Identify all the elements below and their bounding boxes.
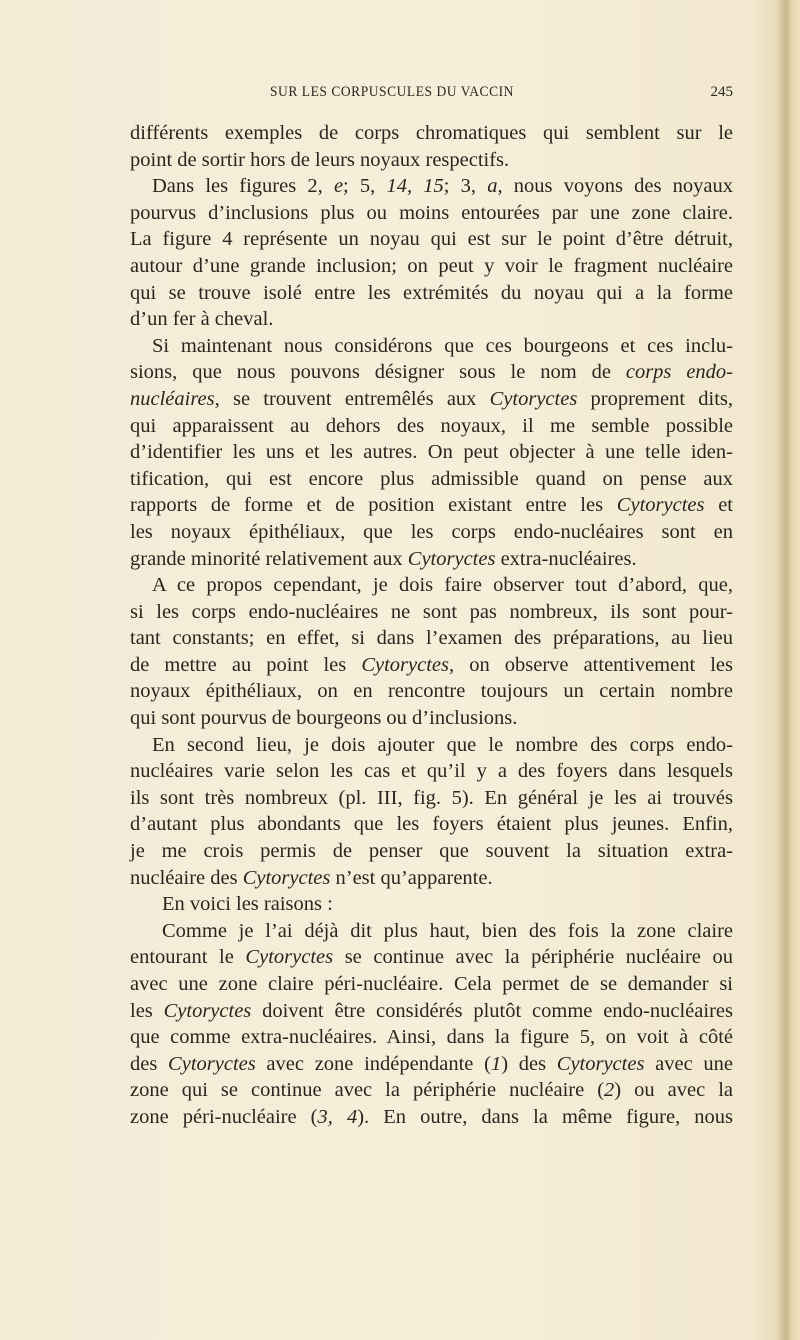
text-line (130, 439, 733, 466)
text-segment: proprement dits, (577, 387, 733, 410)
text-line (130, 1104, 733, 1131)
text-line (130, 147, 733, 174)
text-segment: tification, qui est encore plus admissible quand on pense aux (130, 467, 733, 490)
text-segment: ; 3, (443, 175, 488, 198)
text-line (130, 226, 733, 253)
text-segment: autour d’une grande inclusion; on peut y voir le fragment nucléaire (130, 254, 733, 277)
text-segment: tant constants; en effet, si dans l’examen des préparations, au lieu (130, 627, 733, 650)
text-line (130, 173, 733, 200)
text-segment: ) des (501, 1052, 557, 1075)
text-segment: rapports de forme et de position existant entre les (130, 494, 617, 517)
text-segment: pourvus d’inclusions plus ou moins entourées par une zone claire. (130, 201, 733, 224)
italic-text: corps endo- (625, 361, 733, 384)
text-segment: Si maintenant nous considérons que ces bourgeons et ces inclu- (152, 334, 733, 357)
text-segment: si les corps endo-nucléaires ne sont pas nombreux, ils sont pour- (130, 600, 733, 623)
text-segment: nucléaire des (130, 866, 243, 889)
running-header (130, 84, 733, 108)
italic-text: Cytoryctes (242, 866, 331, 889)
text-segment: La figure 4 représente un noyau qui est sur le point d’être détruit, (130, 228, 733, 251)
italic-text: Cytoryctes, (361, 653, 455, 676)
text-line (130, 200, 733, 227)
text-line (130, 811, 733, 838)
text-segment: Dans les figures 2, (152, 175, 334, 198)
page-number: 245 (710, 84, 733, 100)
text-segment: entourant le (130, 946, 246, 969)
text-segment: des (130, 1052, 169, 1075)
text-line (130, 918, 733, 945)
italic-text: Cytoryctes (407, 547, 496, 570)
text-line (130, 1024, 733, 1051)
text-segment: A ce propos cependant, je dois faire observer tout d’abord, que, (152, 574, 733, 597)
text-segment: qui se trouve isolé entre les extrémités du noyau qui a la forme (130, 281, 733, 304)
italic-text: Cytoryctes (616, 494, 705, 517)
italic-text: Cytoryctes (245, 946, 334, 969)
text-line (130, 280, 733, 307)
text-segment: nucléaires varie selon les cas et qu’il y a des foyers dans lesquels (130, 760, 733, 783)
text-segment: En voici les raisons : (162, 893, 333, 916)
text-segment: ) ou avec la (614, 1079, 734, 1102)
text-segment: de mettre au point les (130, 653, 362, 676)
text-line (130, 413, 733, 440)
text-line (130, 546, 733, 573)
text-line (130, 599, 733, 626)
running-title: SUR LES CORPUSCULES DU VACCIN (270, 84, 514, 100)
text-segment: ils sont très nombreux (pl. III, fig. 5). En général je les ai trouvés (130, 786, 733, 809)
italic-text: Cytoryctes (168, 1052, 256, 1075)
text-line (130, 625, 733, 652)
text-line (130, 678, 733, 705)
text-line (130, 386, 733, 413)
text-line (130, 838, 733, 865)
text-line (130, 466, 733, 493)
text-segment: différents exemples de corps chromatiques qui semblent sur le (130, 122, 733, 144)
text-line (130, 971, 733, 998)
text-segment: Comme je l’ai déjà dit plus haut, bien des fois la zone claire (162, 919, 733, 942)
text-segment: qui sont pourvus de bourgeons ou d’inclusions. (130, 707, 518, 730)
text-segment: avec une (644, 1052, 734, 1075)
text-line (130, 306, 733, 333)
text-line (130, 705, 733, 732)
italic-text: Cytoryctes (163, 999, 252, 1022)
text-line (130, 891, 733, 918)
text-line (130, 519, 733, 546)
text-segment: , nous voyons des noyaux (497, 175, 733, 198)
text-segment: En second lieu, je dois ajouter que le nombre des corps endo- (152, 733, 733, 756)
text-segment: ). En outre, dans la même figure, nous (357, 1105, 734, 1128)
text-segment: grande minorité relativement aux (130, 547, 408, 570)
text-segment: ; 5, (343, 175, 387, 198)
text-segment: , se trouvent entremêlés aux (214, 387, 490, 410)
body-text (130, 120, 733, 1131)
text-line (130, 758, 733, 785)
text-line (130, 253, 733, 280)
italic-text: a (487, 175, 498, 198)
text-segment: les (130, 999, 164, 1022)
text-segment: que comme extra-nucléaires. Ainsi, dans la figure 5, on voit à côté (130, 1026, 733, 1049)
text-segment: point de sortir hors de leurs noyaux respectifs. (130, 148, 510, 171)
text-segment: se continue avec la périphérie nucléaire ou (333, 946, 733, 969)
italic-text: nucléaires (130, 387, 215, 410)
text-line (130, 572, 733, 599)
text-line (130, 998, 733, 1025)
text-segment: extra-nucléaires. (495, 547, 637, 570)
text-segment: doivent être considérés plutôt comme endo-nucléaires (251, 999, 733, 1022)
text-segment: d’autant plus abondants que les foyers étaient plus jeunes. Enfin, (130, 813, 733, 836)
text-segment: d’un fer à cheval. (130, 308, 274, 331)
italic-text: Cytoryctes (489, 387, 578, 410)
text-line (130, 1077, 733, 1104)
text-segment: sions, que nous pouvons désigner sous le nom de (130, 361, 626, 384)
text-segment: noyaux épithéliaux, on en rencontre toujours un certain nombre (130, 680, 733, 703)
text-segment: avec une zone claire péri-nucléaire. Cela permet de se demander si (130, 973, 733, 995)
italic-text: Cytoryctes (556, 1052, 645, 1075)
text-line (130, 944, 733, 971)
italic-text: 2 (604, 1079, 615, 1102)
text-line (130, 333, 733, 360)
text-segment: je me crois permis de penser que souvent la situation extra- (130, 840, 733, 863)
italic-text: 1 (490, 1052, 502, 1075)
text-segment: avec zone indépendante ( (255, 1052, 491, 1075)
italic-text: e (333, 175, 344, 198)
italic-text: 3, 4 (317, 1105, 358, 1128)
text-line (130, 492, 733, 519)
text-line (130, 865, 733, 892)
text-line (130, 1051, 733, 1078)
text-segment: qui apparaissent au dehors des noyaux, il me semble possible (130, 414, 733, 437)
italic-text: 14, 15 (386, 175, 444, 198)
text-line (130, 652, 733, 679)
text-segment: zone péri-nucléaire ( (130, 1105, 318, 1128)
text-segment: et (704, 494, 733, 517)
text-segment: on observe attentivement les (454, 653, 733, 676)
text-segment: n’est qu’apparente. (330, 866, 493, 889)
text-segment: zone qui se continue avec la périphérie nucléaire ( (130, 1079, 605, 1102)
text-line (130, 359, 733, 386)
text-segment: les noyaux épithéliaux, que les corps endo-nucléaires sont en (130, 520, 733, 543)
text-line (130, 732, 733, 759)
text-line (130, 120, 733, 147)
text-segment: d’identifier les uns et les autres. On peut objecter à une telle iden- (130, 441, 733, 464)
text-line (130, 785, 733, 812)
